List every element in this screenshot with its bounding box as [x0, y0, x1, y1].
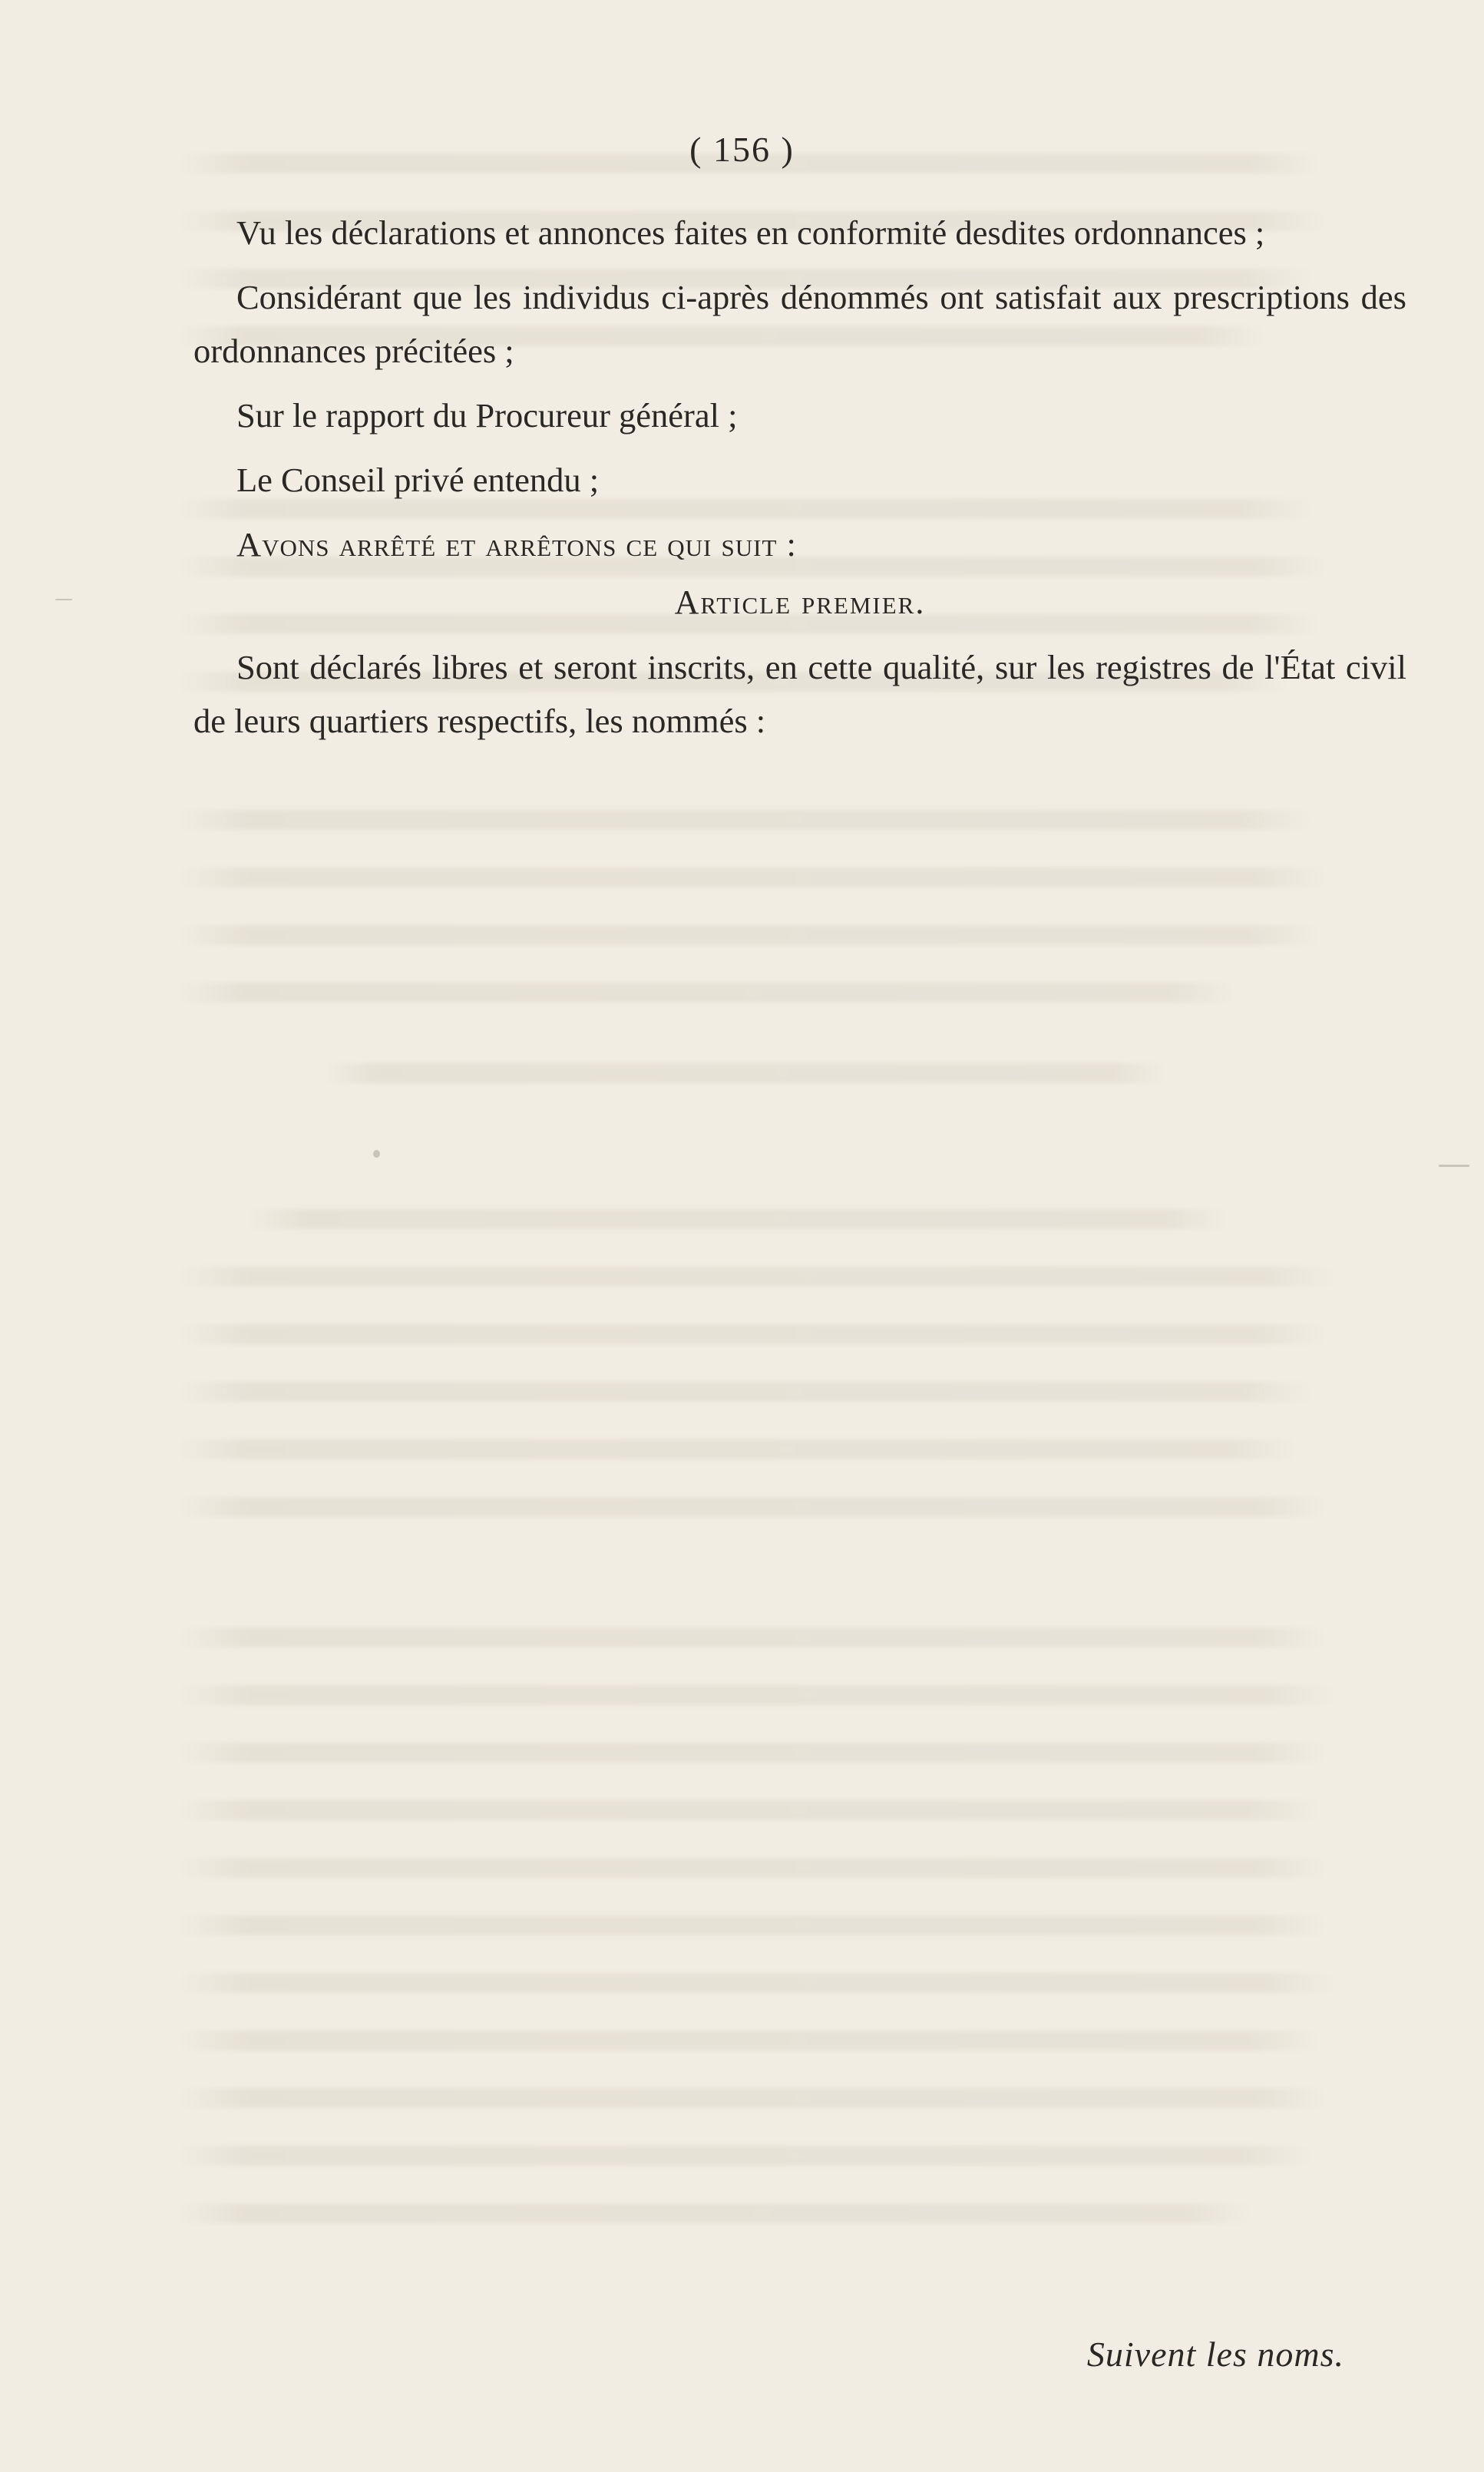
paragraph-sur-le-rapport: Sur le rapport du Procureur général ; — [236, 396, 738, 435]
ink-speck — [55, 599, 72, 600]
page-number: ( 156 ) — [689, 130, 795, 169]
paragraph-conseil-prive: Le Conseil privé entendu ; — [236, 461, 600, 499]
ink-speck — [373, 1150, 380, 1158]
paragraph-vu-les-declarations: Vu les déclarations et annonces faites en conformité desdites ordonnances ; — [236, 213, 1265, 252]
paragraph-avons-arrete: Avons arrêté et arrêtons ce qui suit : — [236, 525, 797, 563]
ink-speck — [1439, 1165, 1469, 1167]
paragraph-considerant: Considérant que les individus ci-après dénommés ont satisfait aux prescriptions des ordonnances précitées ; — [193, 278, 1406, 370]
body-text — [193, 206, 1406, 748]
closing-line: Suivent les noms. — [1086, 2335, 1344, 2374]
paragraph-sont-declares-libres: Sont déclarés libres et seront inscrits, en cette qualité, sur les registres de l'État civil de leurs quartiers respectifs, les nommés : — [193, 648, 1406, 740]
article-heading: Article premier. — [674, 583, 926, 621]
